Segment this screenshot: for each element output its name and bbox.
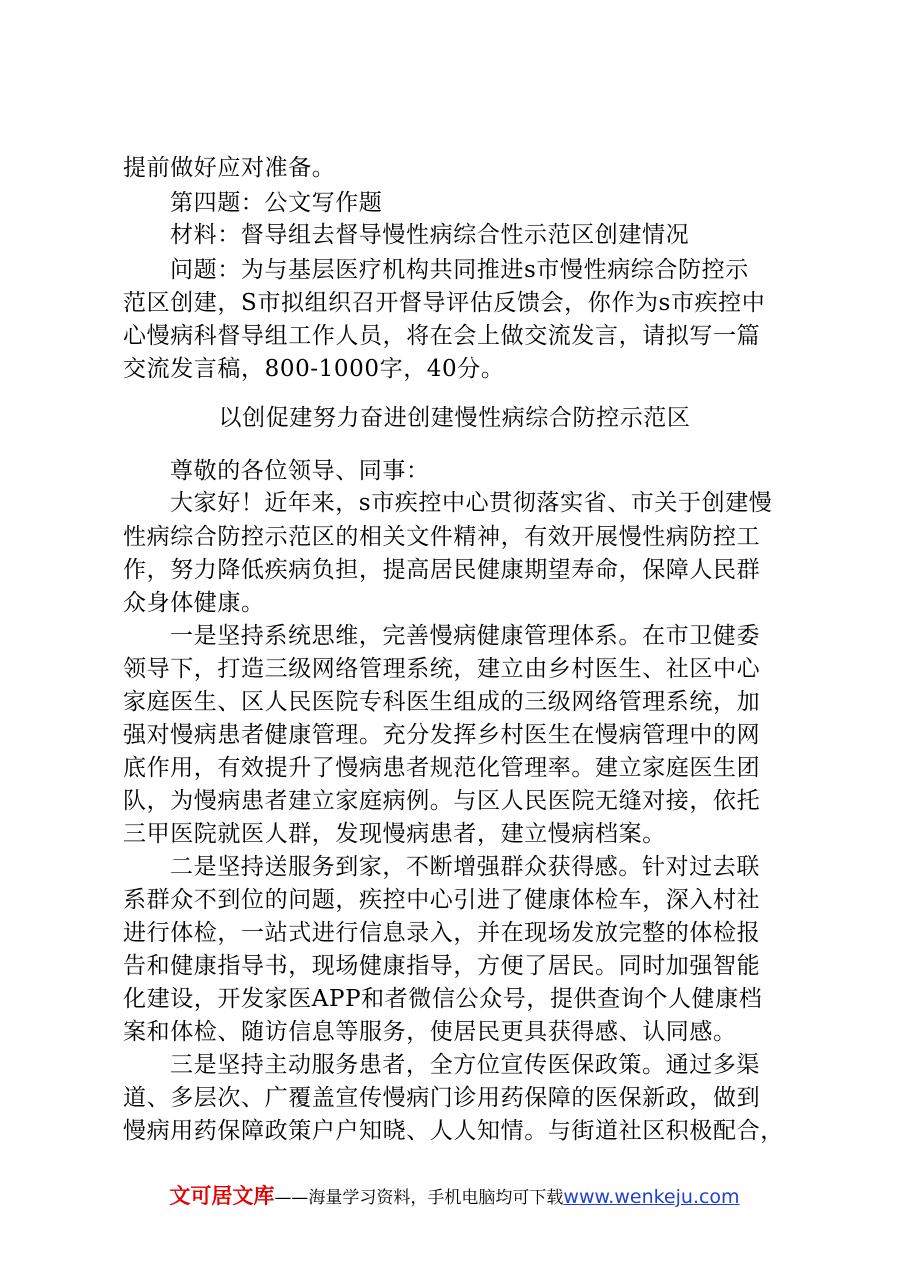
body-line: 系群众不到位的问题，疾控中心引进了健康体检车，深入村社	[123, 887, 761, 913]
body-line: 道、多层次、广覆盖宣传慢病门诊用药保障的医保新政，做到	[123, 1085, 761, 1111]
body-line: 众身体健康。	[123, 590, 265, 616]
footer-slogan: ——海量学习资料，手机电脑均可下载	[274, 1188, 564, 1208]
body-line: 一是坚持系统思维，完善慢病健康管理体系。在市卫健委	[170, 623, 760, 649]
body-line: 三是坚持主动服务患者，全方位宣传医保政策。通过多渠	[170, 1052, 760, 1078]
question-heading: 第四题：公文写作题	[170, 190, 383, 216]
question-line: 范区创建，S市拟组织召开督导评估反馈会，你作为s市疾控中	[123, 290, 766, 316]
body-line: 告和健康指导书，现场健康指导，方便了居民。同时加强智能	[123, 953, 761, 979]
body-line: 家庭医生、区人民医院专科医生组成的三级网络管理系统，加	[123, 689, 761, 715]
body-line: 进行体检，一站式进行信息录入，并在现场发放完整的体检报	[123, 920, 761, 946]
body-line: 案和体检、随访信息等服务，使居民更具获得感、认同感。	[123, 1019, 737, 1045]
body-line: 二是坚持送服务到家，不断增强群众获得感。针对过去联	[170, 854, 760, 880]
question-line: 问题：为与基层医疗机构共同推进s市慢性病综合防控示	[170, 257, 749, 283]
body-line: 三甲医院就医人群，发现慢病患者，建立慢病档案。	[123, 821, 666, 847]
question-line: 交流发言稿，800-1000字，40分。	[123, 356, 505, 382]
question-line: 心慢病科督导组工作人员，将在会上做交流发言，请拟写一篇	[123, 323, 761, 349]
body-line: 化建设，开发家医APP和者微信公众号，提供查询个人健康档	[123, 986, 763, 1012]
material-line: 材料：督导组去督导慢性病综合性示范区创建情况	[170, 222, 690, 248]
body-line: 领导下，打造三级网络管理系统，建立由乡村医生、社区中心	[123, 656, 761, 682]
salutation: 尊敬的各位领导、同事：	[170, 458, 430, 484]
text-line: 提前做好应对准备。	[123, 155, 336, 181]
brand-name: 文可居文库	[169, 1184, 275, 1208]
body-line: 队，为慢病患者建立家庭病例。与区人民医院无缝对接，依托	[123, 788, 761, 814]
body-line: 强对慢病患者健康管理。充分发挥乡村医生在慢病管理中的网	[123, 722, 761, 748]
body-line: 底作用，有效提升了慢病患者规范化管理率。建立家庭医生团	[123, 755, 761, 781]
article-title: 以创促建努力奋进创建慢性病综合防控示范区	[218, 405, 691, 431]
website-link[interactable]: www.wenkeju.com	[563, 1186, 740, 1208]
body-line: 慢病用药保障政策户户知晓、人人知情。与街道社区积极配合，	[123, 1118, 784, 1144]
footer-banner	[0, 1181, 909, 1213]
body-line: 作，努力降低疾病负担，提高居民健康期望寿命，保障人民群	[123, 557, 761, 583]
body-line: 性病综合防控示范区的相关文件精神，有效开展慢性病防控工	[123, 524, 761, 550]
body-line: 大家好！近年来，s市疾控中心贯彻落实省、市关于创建慢	[170, 490, 773, 516]
